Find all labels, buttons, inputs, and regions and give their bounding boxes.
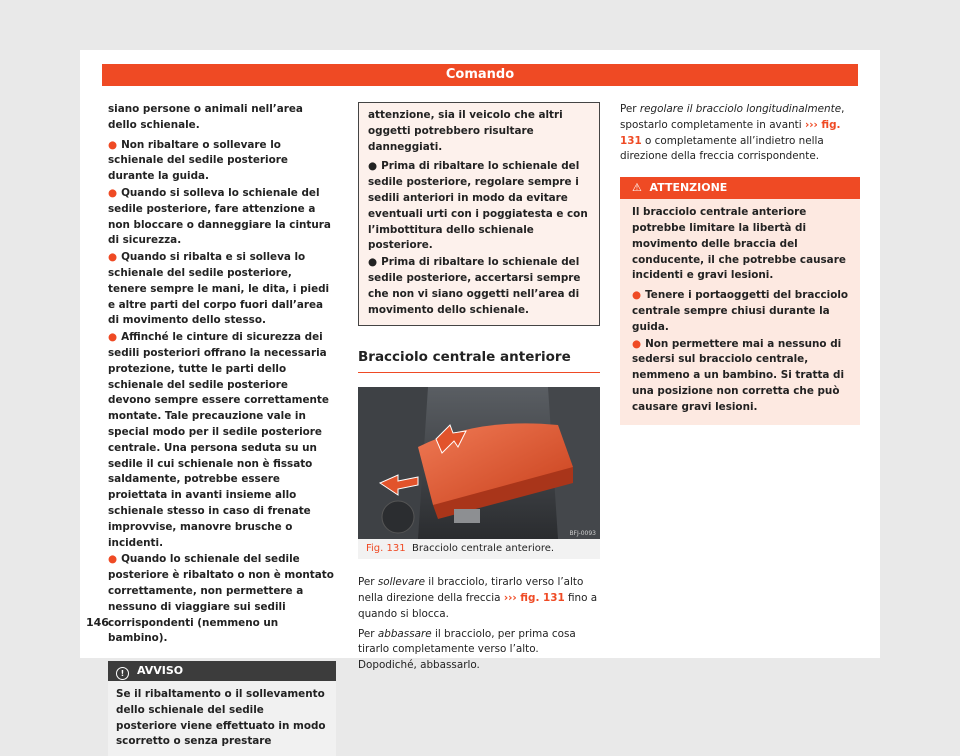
paragraph-adjust: Per regolare il bracciolo longitudinalmente, spostarlo completamente in avanti ››› fig. 131 o completamente all’indietro nella direzione della freccia corrispondente. bbox=[620, 103, 845, 163]
bullet-item: ● Quando si ribalta e si solleva lo schienale del sedile posteriore, tenere sempre le mani, le dita, i piedi e altre parti del corpo fuori dall’area di movimento dello stesso. bbox=[108, 251, 330, 327]
figure-131 bbox=[358, 387, 600, 559]
info-circle-icon: ! bbox=[116, 667, 129, 680]
warning-body bbox=[620, 199, 860, 424]
figure-caption-text: Bracciolo centrale anteriore. bbox=[411, 543, 555, 555]
notice-title: AVVISO bbox=[137, 664, 184, 678]
bullet-item: ● Non permettere mai a nessuno di sedersi sul bracciolo centrale, nemmeno a un bambino. Si tratta di una posizione non corretta che può causare gravi lesioni. bbox=[632, 337, 845, 413]
warning-intro: Il bracciolo centrale anteriore potrebbe limitare la libertà di movimento delle braccia del conducente, il che potrebbe causare incidenti e gravi lesioni. bbox=[632, 206, 846, 282]
bullet-dot-icon: ● bbox=[632, 289, 642, 302]
bullet-item: ● Quando lo schienale del sedile posteriore è ribaltato o non è montato correttamente, non permettere a nessuno di viaggiare sui sedili corrispondenti (nemmeno un bambino). bbox=[108, 553, 334, 645]
warning-box bbox=[620, 177, 860, 424]
warning-title: ATTENZIONE bbox=[649, 181, 728, 195]
warning-triangle-icon: ⚠ bbox=[632, 181, 642, 195]
bullet-item: ● Prima di ribaltare lo schienale del sedile posteriore, regolare sempre i sedili anteriori in modo da evitare eventuali urti con i poggiatesta e con l’imbottitura dello schienale posteriore. bbox=[368, 160, 588, 252]
figure-code: BFJ-0093 bbox=[569, 530, 596, 538]
figure-link[interactable]: ››› fig. 131 bbox=[503, 591, 565, 604]
bullet-item: ● Affinché le cinture di sicurezza dei sedili posteriori offrano la necessaria protezione, tutte le parti dello schienale del sedile posteriore devono sempre essere correttamente montate. Tale precauzione vale in special modo per il sedile posteriore centrale. Una persona seduta su un sedile il cui schienale non è fissato saldamente, potrebbe essere proiettata in avanti insieme allo schienale stesso in caso di frenate improvvise, manovre brusche o incidenti. bbox=[108, 331, 329, 549]
bullet-item: ● Tenere i portaoggetti del bracciolo centrale sempre chiusi durante la guida. bbox=[632, 289, 849, 333]
armrest-photo bbox=[358, 387, 600, 539]
notice-header bbox=[108, 661, 336, 681]
paragraph-raise: Per sollevare il bracciolo, tirarlo verso l’alto nella direzione della freccia ››› fig. 131 fino a quando si blocca. bbox=[358, 576, 598, 620]
bullet-item: ● Non ribaltare o sollevare lo schienale del sedile posteriore durante la guida. bbox=[108, 138, 288, 183]
notice-text: Se il ribaltamento o il sollevamento dello schienale del sedile posteriore viene effettuato in modo scorretto o senza prestare bbox=[108, 681, 336, 756]
page-number: 146 bbox=[86, 616, 109, 629]
bullet-dot-icon: ● bbox=[108, 186, 118, 199]
figure-label: Fig. 131 bbox=[366, 543, 406, 555]
warning-continued-text: attenzione, sia il veicolo che altri oggetti potrebbero risultare danneggiati. bbox=[368, 109, 563, 153]
warning-header bbox=[620, 177, 860, 199]
warning-continued-text: siano persone o animali nell’area dello schienale. bbox=[108, 103, 303, 131]
manual-page bbox=[80, 50, 880, 748]
bullet-dot-icon: ● bbox=[108, 331, 118, 344]
column-middle bbox=[358, 102, 600, 678]
bullet-dot-icon: ● bbox=[108, 138, 118, 151]
figure-caption bbox=[358, 539, 600, 559]
figure-link[interactable]: ››› fig. 131 bbox=[620, 118, 841, 147]
bullet-dot-icon: ● bbox=[368, 256, 378, 269]
notice-box bbox=[108, 661, 336, 756]
column-left bbox=[108, 102, 334, 756]
paragraph-lower: Per abbassare il bracciolo, per prima cosa tirarlo completamente verso l’alto. Dopodiché, abbassarlo. bbox=[358, 627, 576, 672]
bullet-dot-icon: ● bbox=[368, 160, 378, 173]
bullet-item: ● Quando si solleva lo schienale del sedile posteriore, fare attenzione a non bloccare o danneggiare la cintura di sicurezza. bbox=[108, 186, 331, 247]
column-right bbox=[620, 102, 860, 425]
bullet-dot-icon: ● bbox=[108, 553, 118, 566]
chapter-header: Comando bbox=[102, 64, 858, 86]
bullet-dot-icon: ● bbox=[632, 337, 642, 350]
section-title: Bracciolo centrale anteriore bbox=[358, 350, 600, 373]
bullet-dot-icon: ● bbox=[108, 251, 118, 264]
warning-box-continued bbox=[358, 102, 600, 326]
bullet-item: ● Prima di ribaltare lo schienale del sedile posteriore, accertarsi sempre che non vi siano oggetti nell’area di movimento dello schienale. bbox=[368, 256, 581, 316]
